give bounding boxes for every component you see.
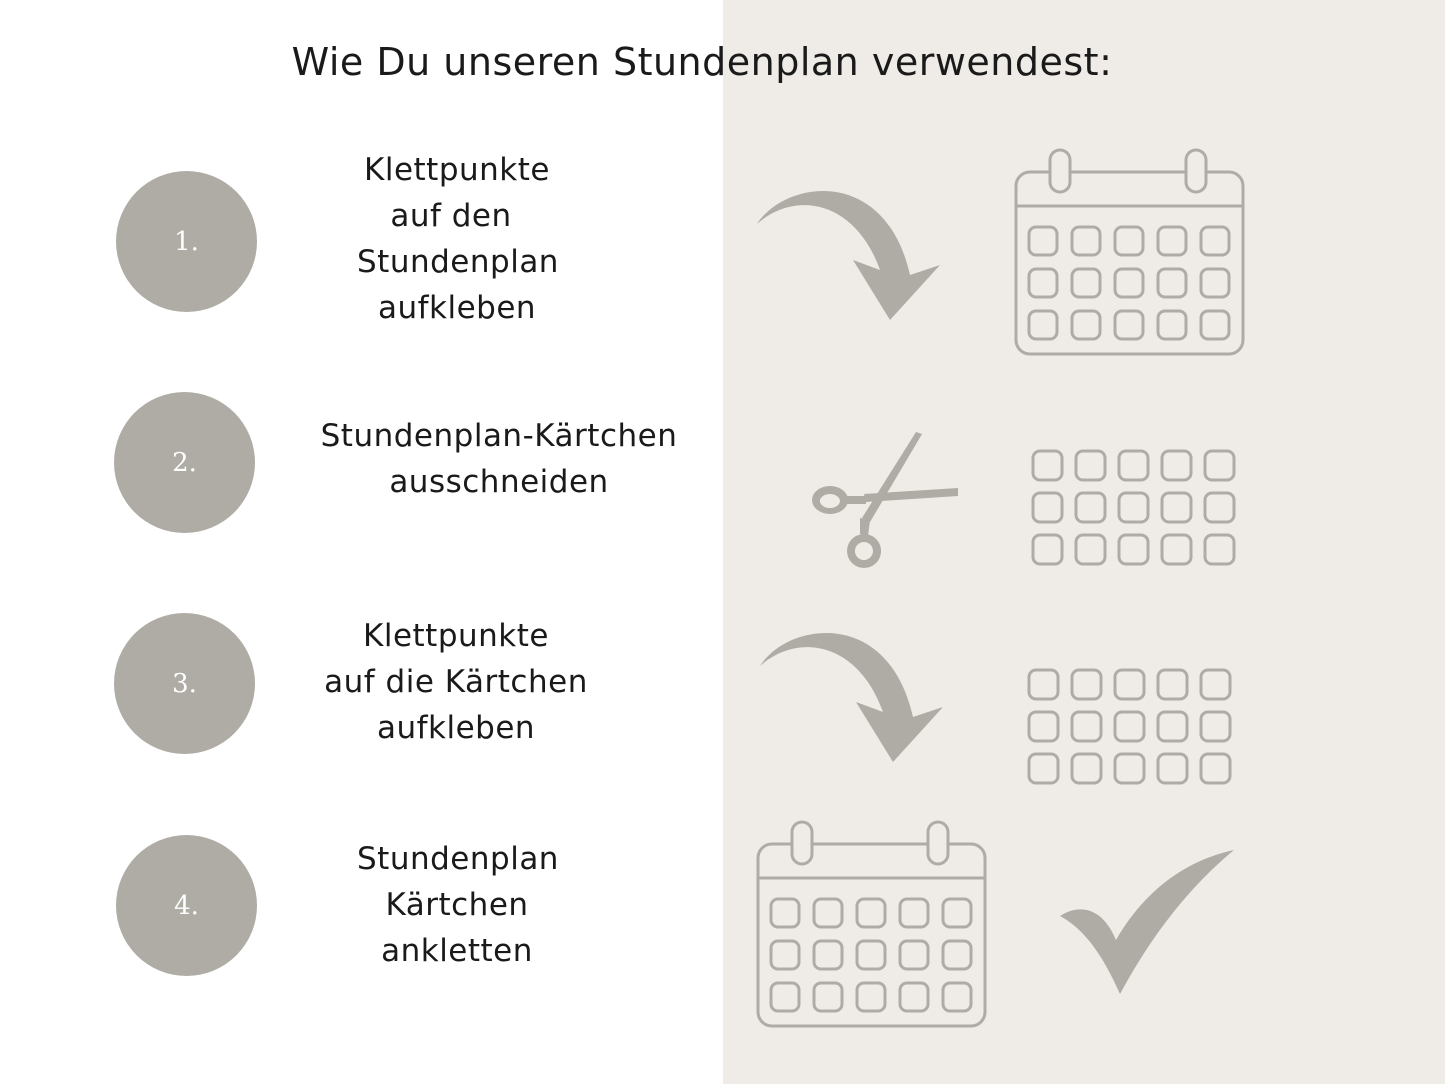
step-3-line-1: Klettpunkte (363, 618, 549, 654)
step-1-number-badge (116, 171, 257, 312)
curved-arrow-icon (758, 622, 953, 767)
curved-arrow-icon (755, 180, 950, 325)
step-1-line-1: Klettpunkte (364, 152, 550, 188)
step-3-line-3: aufkleben (376, 710, 536, 746)
step-4-number: 4. (174, 890, 199, 921)
step-3-line-2: auf die Kärtchen (324, 664, 588, 700)
step-2-line-1: Stundenplan-Kärtchen (320, 418, 678, 454)
calendar-icon (1014, 148, 1246, 358)
step-4-number-badge (116, 835, 257, 976)
checkmark-icon (1058, 848, 1238, 998)
step-4-line-1: Stundenplan (357, 841, 559, 877)
step-4-line-2: Kärtchen (385, 887, 529, 923)
scissors-icon (808, 430, 960, 570)
step-3-text (316, 613, 596, 751)
card-grid-icon (1030, 448, 1240, 568)
calendar-icon (756, 820, 988, 1030)
page-title: Wie Du unseren Stundenplan verwendest: (291, 40, 1113, 84)
card-grid-icon (1026, 667, 1236, 787)
step-1-line-2: auf den (390, 198, 512, 234)
step-4-line-3: ankletten (381, 933, 533, 969)
step-1-line-4: aufkleben (377, 290, 537, 326)
step-2-text (319, 413, 679, 505)
step-2-line-2: ausschneiden (389, 464, 609, 500)
step-2-number: 2. (172, 447, 197, 478)
step-1-number: 1. (174, 226, 199, 257)
step-3-number-badge (114, 613, 255, 754)
step-2-number-badge (114, 392, 255, 533)
step-4-text (357, 836, 557, 974)
step-1-line-3: Stundenplan (357, 244, 559, 280)
step-1-text (357, 147, 557, 331)
step-3-number: 3. (172, 668, 197, 699)
